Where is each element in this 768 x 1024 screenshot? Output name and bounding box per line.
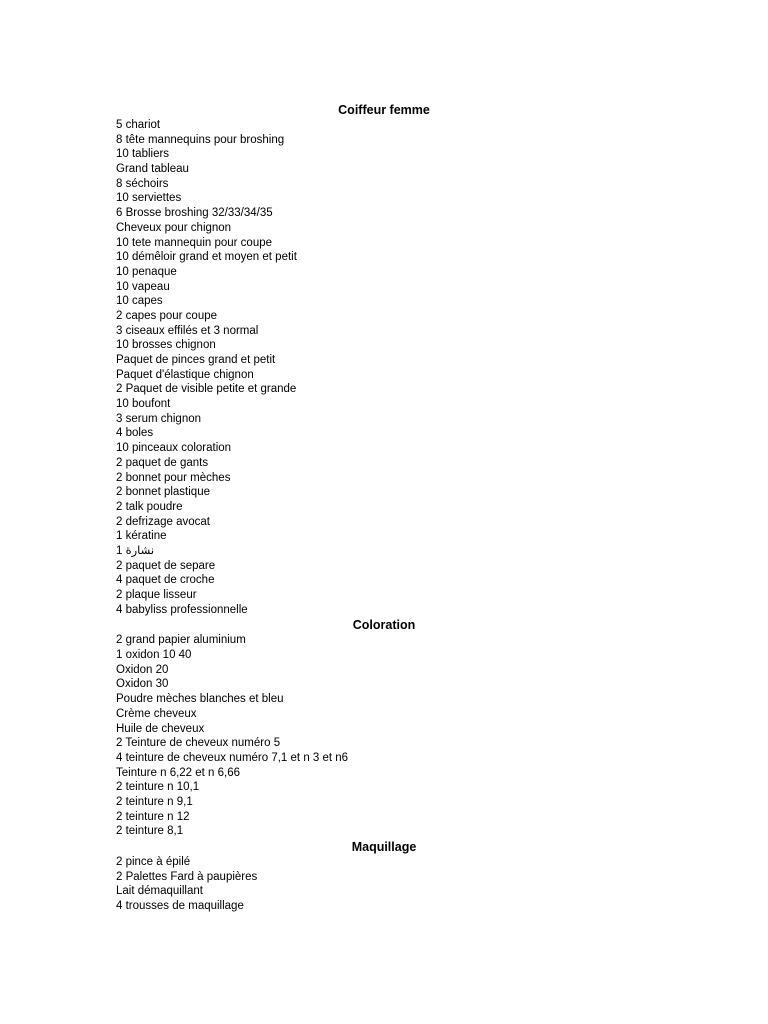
list-item: 4 teinture de cheveux numéro 7,1 et n 3 et n6: [116, 751, 349, 764]
list-item: 5 chariot: [116, 119, 161, 131]
list-item: 2 teinture 8,1: [116, 825, 184, 838]
list-item: 10 pinceaux coloration: [116, 442, 232, 455]
section-maquillage: [116, 839, 652, 914]
list-item: 2 bonnet pour mèches: [116, 471, 231, 484]
document-page: [116, 102, 652, 914]
list-item: 2 teinture n 12: [116, 810, 190, 823]
list-item: 8 séchoirs: [116, 177, 169, 190]
list-item: 2 bonnet plastique: [116, 486, 210, 499]
list-item: 2 capes pour coupe: [116, 309, 218, 322]
list-item: 2 defrizage avocat: [116, 515, 210, 528]
list-item: Grand tableau: [116, 163, 189, 176]
item-list: [116, 633, 652, 839]
list-item: 10 serviettes: [116, 192, 182, 205]
list-item: 4 boles: [116, 427, 154, 440]
list-item: 2 grand papier aluminium: [116, 634, 246, 647]
list-item: 10 tabliers: [116, 148, 170, 161]
list-item: 2 paquet de separe: [116, 559, 216, 572]
list-item: 8 tête mannequins pour broshing: [116, 133, 285, 146]
list-item: 2 Palettes Fard à paupières: [116, 870, 258, 883]
list-item: 2 teinture n 9,1: [116, 795, 193, 808]
list-item: 10 tete mannequin pour coupe: [116, 236, 273, 249]
list-item: Cheveux pour chignon: [116, 221, 232, 234]
list-item: 4 paquet de croche: [116, 574, 215, 587]
item-list: [116, 855, 652, 914]
list-item: 2 Teinture de cheveux numéro 5: [116, 737, 281, 750]
list-item: 4 trousses de maquillage: [116, 900, 244, 913]
list-item: Oxidon 30: [116, 678, 169, 691]
list-item: 1 oxidon 10 40: [116, 649, 192, 662]
list-item: 2 teinture n 10,1: [116, 781, 200, 794]
list-item: 10 démêloir grand et moyen et petit: [116, 251, 297, 264]
list-item: 3 serum chignon: [116, 412, 202, 425]
list-item: 1 نشارة: [116, 544, 155, 557]
section-title: Coloration: [352, 618, 416, 633]
list-item: 1 kératine: [116, 530, 167, 543]
list-item: 2 paquet de gants: [116, 456, 209, 469]
list-item: 10 boufont: [116, 398, 171, 411]
list-item: Paquet d'élastique chignon: [116, 368, 254, 381]
list-item: Paquet de pinces grand et petit: [116, 354, 276, 366]
list-item: 3 ciseaux effilés et 3 normal: [116, 324, 259, 337]
list-item: 2 talk poudre: [116, 500, 183, 513]
list-item: 10 brosses chignon: [116, 339, 216, 352]
section-title: Coiffeur femme: [338, 103, 430, 117]
list-item: 2 pince à épilé: [116, 856, 191, 868]
list-item: Crème cheveux: [116, 707, 197, 720]
list-item: Huile de cheveux: [116, 722, 205, 735]
list-item: Poudre mèches blanches et bleu: [116, 693, 284, 706]
section-coloration: [116, 617, 652, 839]
list-item: Lait démaquillant: [116, 885, 203, 898]
list-item: 4 babyliss professionnelle: [116, 603, 248, 616]
item-list: [116, 118, 652, 617]
list-item: 10 capes: [116, 295, 163, 308]
list-item: 10 penaque: [116, 265, 177, 278]
section-title: Maquillage: [351, 840, 417, 854]
list-item: 10 vapeau: [116, 280, 170, 293]
list-item: 2 Paquet de visible petite et grande: [116, 383, 297, 396]
list-item: 2 plaque lisseur: [116, 589, 197, 601]
section-coiffeur-femme: [116, 102, 652, 617]
list-item: 6 Brosse broshing 32/33/34/35: [116, 207, 273, 220]
list-item: Teinture n 6,22 et n 6,66: [116, 766, 241, 779]
list-item: Oxidon 20: [116, 663, 169, 676]
